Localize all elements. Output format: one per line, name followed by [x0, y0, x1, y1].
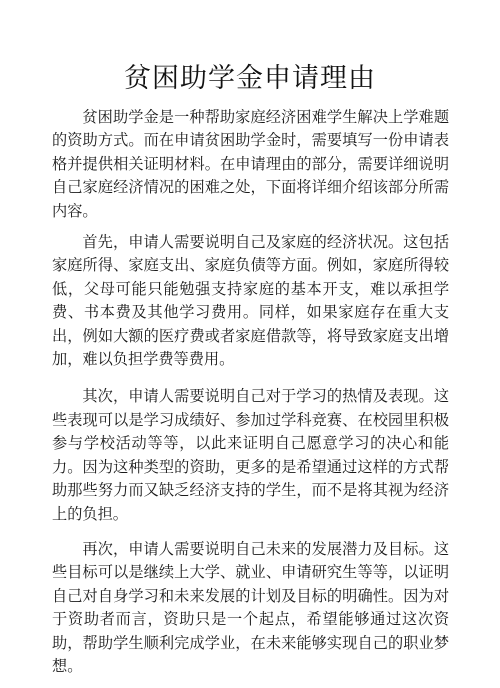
paragraph-economic-status: 首先，申请人需要说明自己及家庭的经济状况。这包括家庭所得、家庭支出、家庭负债等方面。例如，家庭所得较低，父母可能只能勉强支持家庭的基本开支，难以承担学费、书本费及其他学习费用。同样，如果家庭存在重大支出，例如大额的医疗费或者家庭借款等，将导致家庭支出增加，难以负担学费等费用。 [52, 233, 449, 369]
document-title: 贫困助学金申请理由 [124, 63, 376, 94]
paragraph-future-goals: 再次，申请人需要说明自己未来的发展潜力及目标。这些目标可以是继续上大学、就业、申请研究生等等，以证明自己对自身学习和未来发展的计划及目标的明确性。因为对于资助者而言，资助只是一个起点，希望能够通过这次资助，帮助学生顺利完成学业，在未来能够实现自己的职业梦想。 [52, 539, 449, 675]
paragraph-intro: 贫困助学金是一种帮助家庭经济困难学生解决上学难题的资助方式。而在申请贫困助学金时，需要填写一份申请表格并提供相关证明材料。在申请理由的部分，需要详细说明自己家庭经济情况的困难之处，下面将详细介绍该部分所需内容。 [52, 108, 449, 220]
document-body [52, 106, 449, 688]
paragraph-study-performance: 其次，申请人需要说明自己对于学习的热情及表现。这些表现可以是学习成绩好、参加过学科竞赛、在校园里积极参与学校活动等等，以此来证明自己愿意学习的决心和能力。因为这种类型的资助，更多的是希望通过这样的方式帮助那些努力而又缺乏经济支持的学生，而不是将其视为经济上的负担。 [52, 387, 449, 523]
